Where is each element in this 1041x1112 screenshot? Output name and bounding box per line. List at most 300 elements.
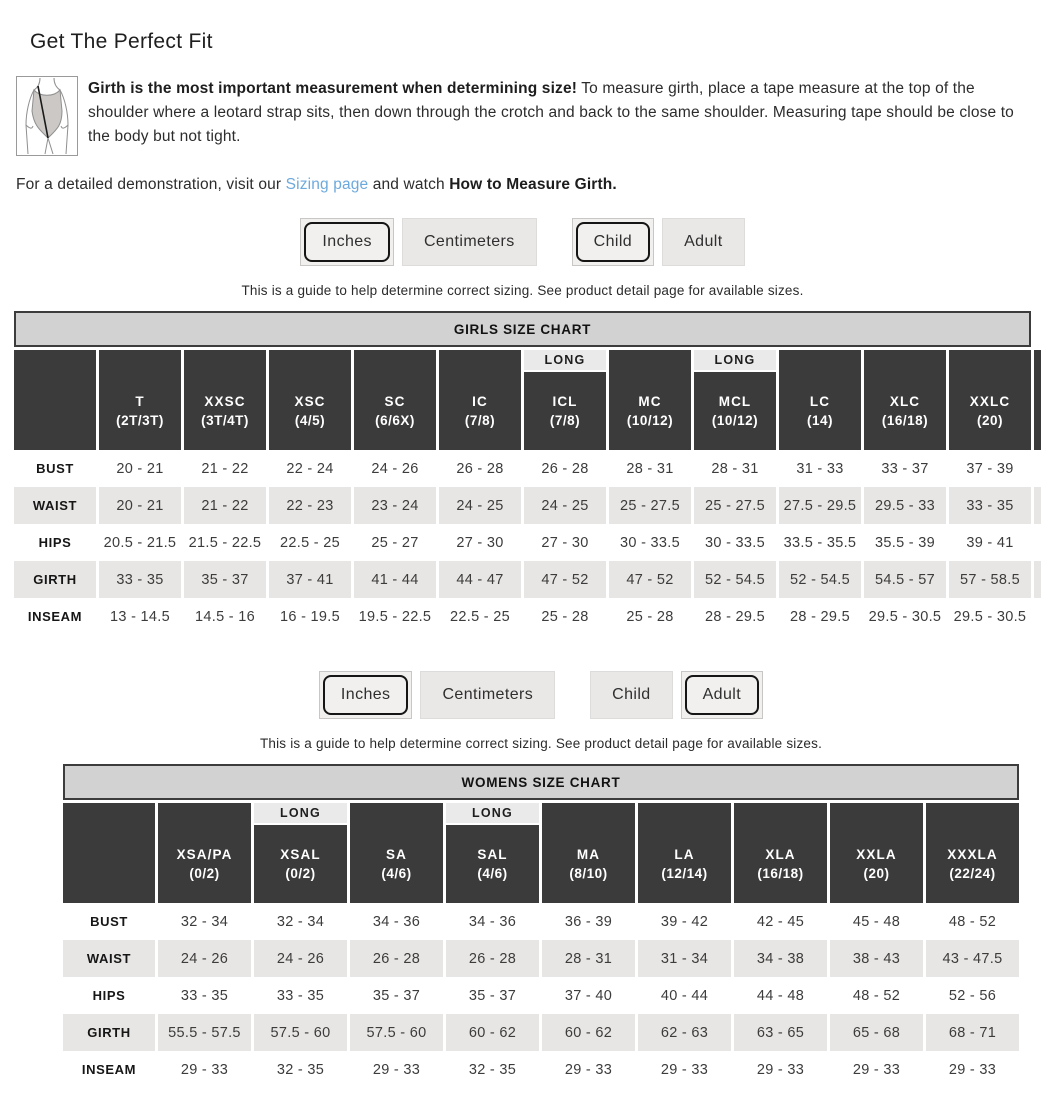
size-range: (0/2)	[189, 866, 220, 881]
size-range: (2T/3T)	[116, 413, 164, 428]
size-code: XSA/PA	[176, 847, 233, 862]
size-cell	[158, 903, 251, 940]
size-cell	[269, 450, 351, 487]
size-header-cell	[350, 803, 443, 903]
size-range: (7/8)	[549, 413, 581, 428]
sizing-note-girls: This is a guide to help determine correct sizing. See product detail page for available sizes.	[241, 283, 804, 298]
size-range: (4/6)	[477, 866, 508, 881]
size-header-cell	[524, 372, 606, 450]
size-cell	[949, 561, 1031, 598]
selected-button-label: Adult	[685, 675, 759, 715]
size-value: 37 - 39	[966, 460, 1014, 477]
row-label-cell	[63, 940, 155, 977]
size-value: 21.5 - 22.5	[188, 534, 262, 551]
long-badge: LONG	[524, 350, 606, 370]
size-code: XLA	[765, 847, 796, 862]
size-value: 24 - 26	[371, 460, 419, 477]
size-value: 20 - 21	[116, 497, 164, 514]
size-range: (6/6X)	[375, 413, 415, 428]
size-code: T	[135, 394, 145, 409]
size-cell	[254, 1014, 347, 1051]
size-value: 40 - 44	[660, 987, 709, 1004]
size-cell	[694, 598, 776, 635]
size-code: SA	[386, 847, 407, 862]
size-cell	[864, 598, 946, 635]
size-cell	[254, 903, 347, 940]
size-value: 60 - 62	[564, 1024, 613, 1041]
size-cell	[609, 524, 691, 561]
size-cell	[779, 598, 861, 635]
leotard-figure-icon	[17, 77, 77, 155]
measurement-row-hips	[63, 977, 1022, 1014]
size-range: (20)	[976, 413, 1003, 428]
size-value: 32 - 35	[276, 1061, 325, 1078]
size-cell	[524, 487, 606, 524]
size-cell	[1034, 524, 1041, 561]
size-value: 29.5 - 30.5	[953, 608, 1027, 625]
adult-button-girls[interactable]: Adult	[662, 218, 744, 266]
leotard-figure-image	[16, 76, 78, 156]
size-value: 44 - 47	[456, 571, 504, 588]
size-cell	[269, 598, 351, 635]
size-value: 23 - 24	[371, 497, 419, 514]
size-value: 25 - 27.5	[705, 497, 765, 514]
size-range: (0/2)	[285, 866, 316, 881]
size-value: 57.5 - 60	[366, 1024, 427, 1041]
size-cell	[99, 598, 181, 635]
size-cell	[734, 1051, 827, 1088]
size-value: 28 - 31	[711, 460, 759, 477]
page-title: Get The Perfect Fit	[30, 30, 213, 53]
selected-button-label: Child	[576, 222, 650, 262]
chart-title-girls: GIRLS SIZE CHART	[14, 311, 1031, 347]
centimeters-button-girls[interactable]: Centimeters	[402, 218, 537, 266]
size-column-header	[542, 803, 635, 903]
size-value: 34 - 36	[372, 913, 421, 930]
size-cell	[949, 487, 1031, 524]
size-cell	[638, 903, 731, 940]
size-value: 48 - 52	[852, 987, 901, 1004]
size-code: XXLA	[856, 847, 897, 862]
size-value: 47 - 52	[541, 571, 589, 588]
size-value: 24 - 25	[456, 497, 504, 514]
size-value: 29 - 33	[852, 1061, 901, 1078]
size-value: 21 - 22	[201, 497, 249, 514]
size-cell	[609, 598, 691, 635]
measurement-row-girth	[14, 561, 1041, 598]
size-cell	[542, 1014, 635, 1051]
size-value: 33 - 35	[180, 987, 229, 1004]
size-cell	[926, 903, 1019, 940]
size-chart-sections	[0, 218, 1041, 1088]
size-value: 44 - 48	[756, 987, 805, 1004]
size-column-header	[99, 350, 181, 450]
size-cell	[524, 598, 606, 635]
chart-header-row	[63, 803, 1022, 903]
size-value: 45 - 48	[852, 913, 901, 930]
size-cell	[354, 561, 436, 598]
size-column-header	[439, 350, 521, 450]
size-cell	[184, 524, 266, 561]
size-cell	[446, 977, 539, 1014]
size-cell	[638, 1051, 731, 1088]
measurement-row-inseam	[14, 598, 1041, 635]
size-column-header	[779, 350, 861, 450]
size-value: 20 - 21	[116, 460, 164, 477]
size-range: (16/18)	[757, 866, 804, 881]
size-value: 41 - 44	[371, 571, 419, 588]
size-value: 65 - 68	[852, 1024, 901, 1041]
size-value: 33 - 35	[276, 987, 325, 1004]
size-value: 57 - 58.5	[960, 571, 1020, 588]
size-code: LC	[809, 394, 831, 409]
row-label-cell	[63, 1051, 155, 1088]
sizing-page-link[interactable]: Sizing page	[285, 176, 369, 193]
measurement-row-inseam	[63, 1051, 1022, 1088]
size-value: 26 - 28	[541, 460, 589, 477]
size-range: (22/24)	[949, 866, 996, 881]
row-label: INSEAM	[27, 609, 83, 624]
size-code: XSC	[294, 394, 326, 409]
size-column-header	[184, 350, 266, 450]
size-value: 14.5 - 16	[195, 608, 255, 625]
size-value: 35.5 - 39	[875, 534, 935, 551]
size-value: 24 - 26	[180, 950, 229, 967]
size-value: 34 - 36	[468, 913, 517, 930]
demo-prefix: For a detailed demonstration, visit our	[16, 176, 286, 193]
sizing-note-womens: This is a guide to help determine correct sizing. See product detail page for available sizes.	[259, 736, 823, 751]
row-label: HIPS	[92, 988, 126, 1003]
size-value: 39 - 42	[660, 913, 709, 930]
size-cell	[638, 977, 731, 1014]
size-cell	[524, 524, 606, 561]
size-code: XXXLA	[947, 847, 998, 862]
corner-cell-bg	[14, 350, 96, 450]
toggle-row-girls	[14, 218, 1031, 266]
size-cell	[99, 450, 181, 487]
girls-size-chart	[14, 311, 1041, 635]
size-column-header	[350, 803, 443, 903]
size-header-cell	[638, 803, 731, 903]
size-code: MA	[576, 847, 601, 862]
size-value: 36 - 39	[564, 913, 613, 930]
size-range: (7/8)	[464, 413, 496, 428]
demo-line	[16, 176, 1025, 194]
size-value: 33 - 35	[966, 497, 1014, 514]
size-header-cell	[949, 350, 1031, 450]
size-value: 68 - 71	[948, 1024, 997, 1041]
size-cell	[542, 1051, 635, 1088]
size-value: 29.5 - 33	[875, 497, 935, 514]
size-value: 27 - 30	[456, 534, 504, 551]
size-value: 28 - 31	[626, 460, 674, 477]
inches-button-girls[interactable]	[300, 218, 394, 266]
row-label: HIPS	[38, 535, 72, 550]
row-label-cell	[14, 524, 96, 561]
size-cell	[926, 1014, 1019, 1051]
size-value: 25 - 27.5	[620, 497, 680, 514]
size-cell	[439, 598, 521, 635]
row-label: BUST	[90, 914, 128, 929]
chart-title-womens: WOMENS SIZE CHART	[63, 764, 1019, 800]
size-cell	[158, 940, 251, 977]
measurement-row-waist	[63, 940, 1022, 977]
size-value: 35 - 37	[468, 987, 517, 1004]
size-value: 52 - 54.5	[790, 571, 850, 588]
size-cell	[99, 561, 181, 598]
size-cell	[158, 1014, 251, 1051]
size-column-header	[830, 803, 923, 903]
adult-button-womens[interactable]	[681, 671, 763, 719]
girth-instructions	[88, 77, 1025, 156]
size-value: 16 - 19.5	[280, 608, 340, 625]
measurement-row-waist	[14, 487, 1041, 524]
size-value: 29 - 33	[372, 1061, 421, 1078]
size-cell	[269, 487, 351, 524]
size-range: (4/5)	[294, 413, 326, 428]
size-cell	[254, 940, 347, 977]
size-header-cell	[734, 803, 827, 903]
size-value: 30 - 33.5	[620, 534, 680, 551]
size-cell	[184, 450, 266, 487]
corner-cell-bg	[63, 803, 155, 903]
size-value: 20.5 - 21.5	[103, 534, 177, 551]
row-label-cell	[63, 977, 155, 1014]
intro-section	[16, 76, 1025, 156]
girth-instructions-lead: Girth is the most important measurement when determining size!	[88, 80, 578, 97]
size-value: 48 - 52	[948, 913, 997, 930]
size-value: 33 - 35	[116, 571, 164, 588]
size-value: 42 - 45	[756, 913, 805, 930]
size-column-header	[638, 803, 731, 903]
size-header-cell	[542, 803, 635, 903]
size-code: XSAL	[280, 847, 321, 862]
size-value: 28 - 29.5	[705, 608, 765, 625]
size-range: (16/18)	[881, 413, 929, 428]
measurement-row-bust	[14, 450, 1041, 487]
size-range: (10/12)	[711, 413, 759, 428]
size-value: 25 - 28	[626, 608, 674, 625]
size-range: (20)	[863, 866, 890, 881]
corner-cell	[14, 350, 96, 450]
corner-cell	[63, 803, 155, 903]
size-cell	[446, 1014, 539, 1051]
size-cell	[609, 561, 691, 598]
size-header-cell	[269, 350, 351, 450]
size-value: 43 - 47.5	[942, 950, 1003, 967]
size-cell	[830, 1014, 923, 1051]
toggle-row-womens	[63, 671, 1019, 719]
size-cell	[542, 977, 635, 1014]
button-group-gap	[545, 218, 564, 266]
size-value: 13 - 14.5	[110, 608, 170, 625]
long-badge: LONG	[446, 803, 539, 823]
size-cell	[354, 450, 436, 487]
size-code: SAL	[477, 847, 508, 862]
size-cell	[609, 487, 691, 524]
size-cell	[926, 1051, 1019, 1088]
size-value: 30 - 33.5	[705, 534, 765, 551]
size-value: 27.5 - 29.5	[783, 497, 857, 514]
size-code: IC	[472, 394, 488, 409]
size-cell	[694, 524, 776, 561]
size-value: 21 - 22	[201, 460, 249, 477]
measurement-row-girth	[63, 1014, 1022, 1051]
size-value: 19.5 - 22.5	[358, 608, 432, 625]
size-column-header	[734, 803, 827, 903]
size-cell	[1034, 487, 1041, 524]
demo-middle: and watch	[368, 176, 450, 193]
size-value: 52 - 56	[948, 987, 997, 1004]
size-cell	[99, 487, 181, 524]
size-value: 37 - 41	[286, 571, 334, 588]
size-cell	[158, 1051, 251, 1088]
size-header-cell	[439, 350, 521, 450]
size-cell	[354, 598, 436, 635]
size-value: 29 - 33	[948, 1061, 997, 1078]
measurement-row-bust	[63, 903, 1022, 940]
size-value: 28 - 31	[564, 950, 613, 967]
size-value: 33 - 37	[881, 460, 929, 477]
size-value: 32 - 34	[180, 913, 229, 930]
size-value: 25 - 27	[371, 534, 419, 551]
size-cell	[350, 940, 443, 977]
size-range: (14)	[806, 413, 833, 428]
long-badge: LONG	[254, 803, 347, 823]
size-cell	[446, 1051, 539, 1088]
womens-size-chart	[63, 764, 1022, 1088]
size-value: 57.5 - 60	[270, 1024, 331, 1041]
size-header-cell	[99, 350, 181, 450]
size-cell	[1034, 561, 1041, 598]
row-label: BUST	[36, 461, 74, 476]
long-badge: LONG	[694, 350, 776, 370]
size-column-header	[269, 350, 351, 450]
row-label-cell	[14, 487, 96, 524]
size-cell	[542, 903, 635, 940]
size-range: (3T/4T)	[201, 413, 249, 428]
size-cell	[694, 487, 776, 524]
size-column-header	[949, 350, 1031, 450]
size-cell	[694, 561, 776, 598]
size-cell	[734, 903, 827, 940]
size-value: 31 - 33	[796, 460, 844, 477]
size-cell	[734, 1014, 827, 1051]
size-cell	[1034, 598, 1041, 635]
size-code: MC	[638, 394, 662, 409]
size-cell	[1034, 450, 1041, 487]
size-value: 32 - 34	[276, 913, 325, 930]
size-header-cell	[830, 803, 923, 903]
size-value: 27 - 30	[541, 534, 589, 551]
size-header-cell	[609, 350, 691, 450]
size-value: 37 - 40	[564, 987, 613, 1004]
size-value: 29 - 33	[756, 1061, 805, 1078]
section-womens	[63, 671, 1019, 751]
size-code: XXLC	[969, 394, 1011, 409]
size-value: 26 - 28	[456, 460, 504, 477]
size-cell	[779, 561, 861, 598]
size-cell	[350, 977, 443, 1014]
row-label: WAIST	[32, 498, 78, 513]
size-cell	[354, 524, 436, 561]
girth-instructions-body: To measure girth, place a tape measure at the top of the shoulder where a leotard strap sits, then down through the crotch and back to the same shoulder. Measuring tape should be close to the body but not tight.	[88, 80, 1014, 146]
row-label: WAIST	[86, 951, 132, 966]
size-cell	[949, 598, 1031, 635]
size-value: 24 - 25	[541, 497, 589, 514]
row-label-cell	[63, 903, 155, 940]
size-cell	[926, 940, 1019, 977]
size-cell	[446, 903, 539, 940]
centimeters-button-womens[interactable]: Centimeters	[420, 671, 555, 719]
size-value: 22 - 23	[286, 497, 334, 514]
size-cell	[830, 977, 923, 1014]
size-value: 28 - 29.5	[790, 608, 850, 625]
size-value: 54.5 - 57	[875, 571, 935, 588]
size-cell	[864, 524, 946, 561]
size-header-cell	[446, 825, 539, 903]
demo-video-title: How to Measure Girth.	[449, 176, 617, 193]
size-cell	[609, 450, 691, 487]
size-header-cell	[694, 372, 776, 450]
size-value: 25 - 28	[541, 608, 589, 625]
size-cell	[184, 598, 266, 635]
size-code: SC	[384, 394, 406, 409]
size-value: 34 - 38	[756, 950, 805, 967]
size-cell	[734, 940, 827, 977]
size-cell	[439, 450, 521, 487]
size-cell	[779, 487, 861, 524]
size-cell	[350, 903, 443, 940]
chart-header-row	[14, 350, 1041, 450]
section-girls	[14, 218, 1031, 298]
size-value: 35 - 37	[372, 987, 421, 1004]
size-column-header	[609, 350, 691, 450]
row-label-cell	[14, 561, 96, 598]
size-value: 52 - 54.5	[705, 571, 765, 588]
size-header-cell	[1034, 350, 1041, 450]
button-group-gap	[563, 671, 582, 719]
size-column-header	[254, 803, 347, 903]
size-cell	[269, 524, 351, 561]
size-value: 22 - 24	[286, 460, 334, 477]
size-cell	[439, 561, 521, 598]
size-cell	[439, 524, 521, 561]
size-cell	[524, 450, 606, 487]
size-cell	[779, 450, 861, 487]
size-cell	[158, 977, 251, 1014]
size-value: 33.5 - 35.5	[783, 534, 857, 551]
size-value: 62 - 63	[660, 1024, 709, 1041]
size-cell	[439, 487, 521, 524]
size-header-cell	[254, 825, 347, 903]
size-cell	[542, 940, 635, 977]
size-range: (10/12)	[626, 413, 674, 428]
size-value: 32 - 35	[468, 1061, 517, 1078]
clipped-column	[1034, 350, 1041, 450]
size-header-cell	[158, 803, 251, 903]
size-header-cell	[926, 803, 1019, 903]
size-cell	[524, 561, 606, 598]
size-cell	[99, 524, 181, 561]
size-value: 29.5 - 30.5	[868, 608, 942, 625]
child-button-womens[interactable]: Child	[590, 671, 672, 719]
size-header-cell	[779, 350, 861, 450]
child-button-girls[interactable]	[572, 218, 654, 266]
size-cell	[864, 561, 946, 598]
size-column-header	[524, 350, 606, 450]
inches-button-womens[interactable]	[319, 671, 413, 719]
